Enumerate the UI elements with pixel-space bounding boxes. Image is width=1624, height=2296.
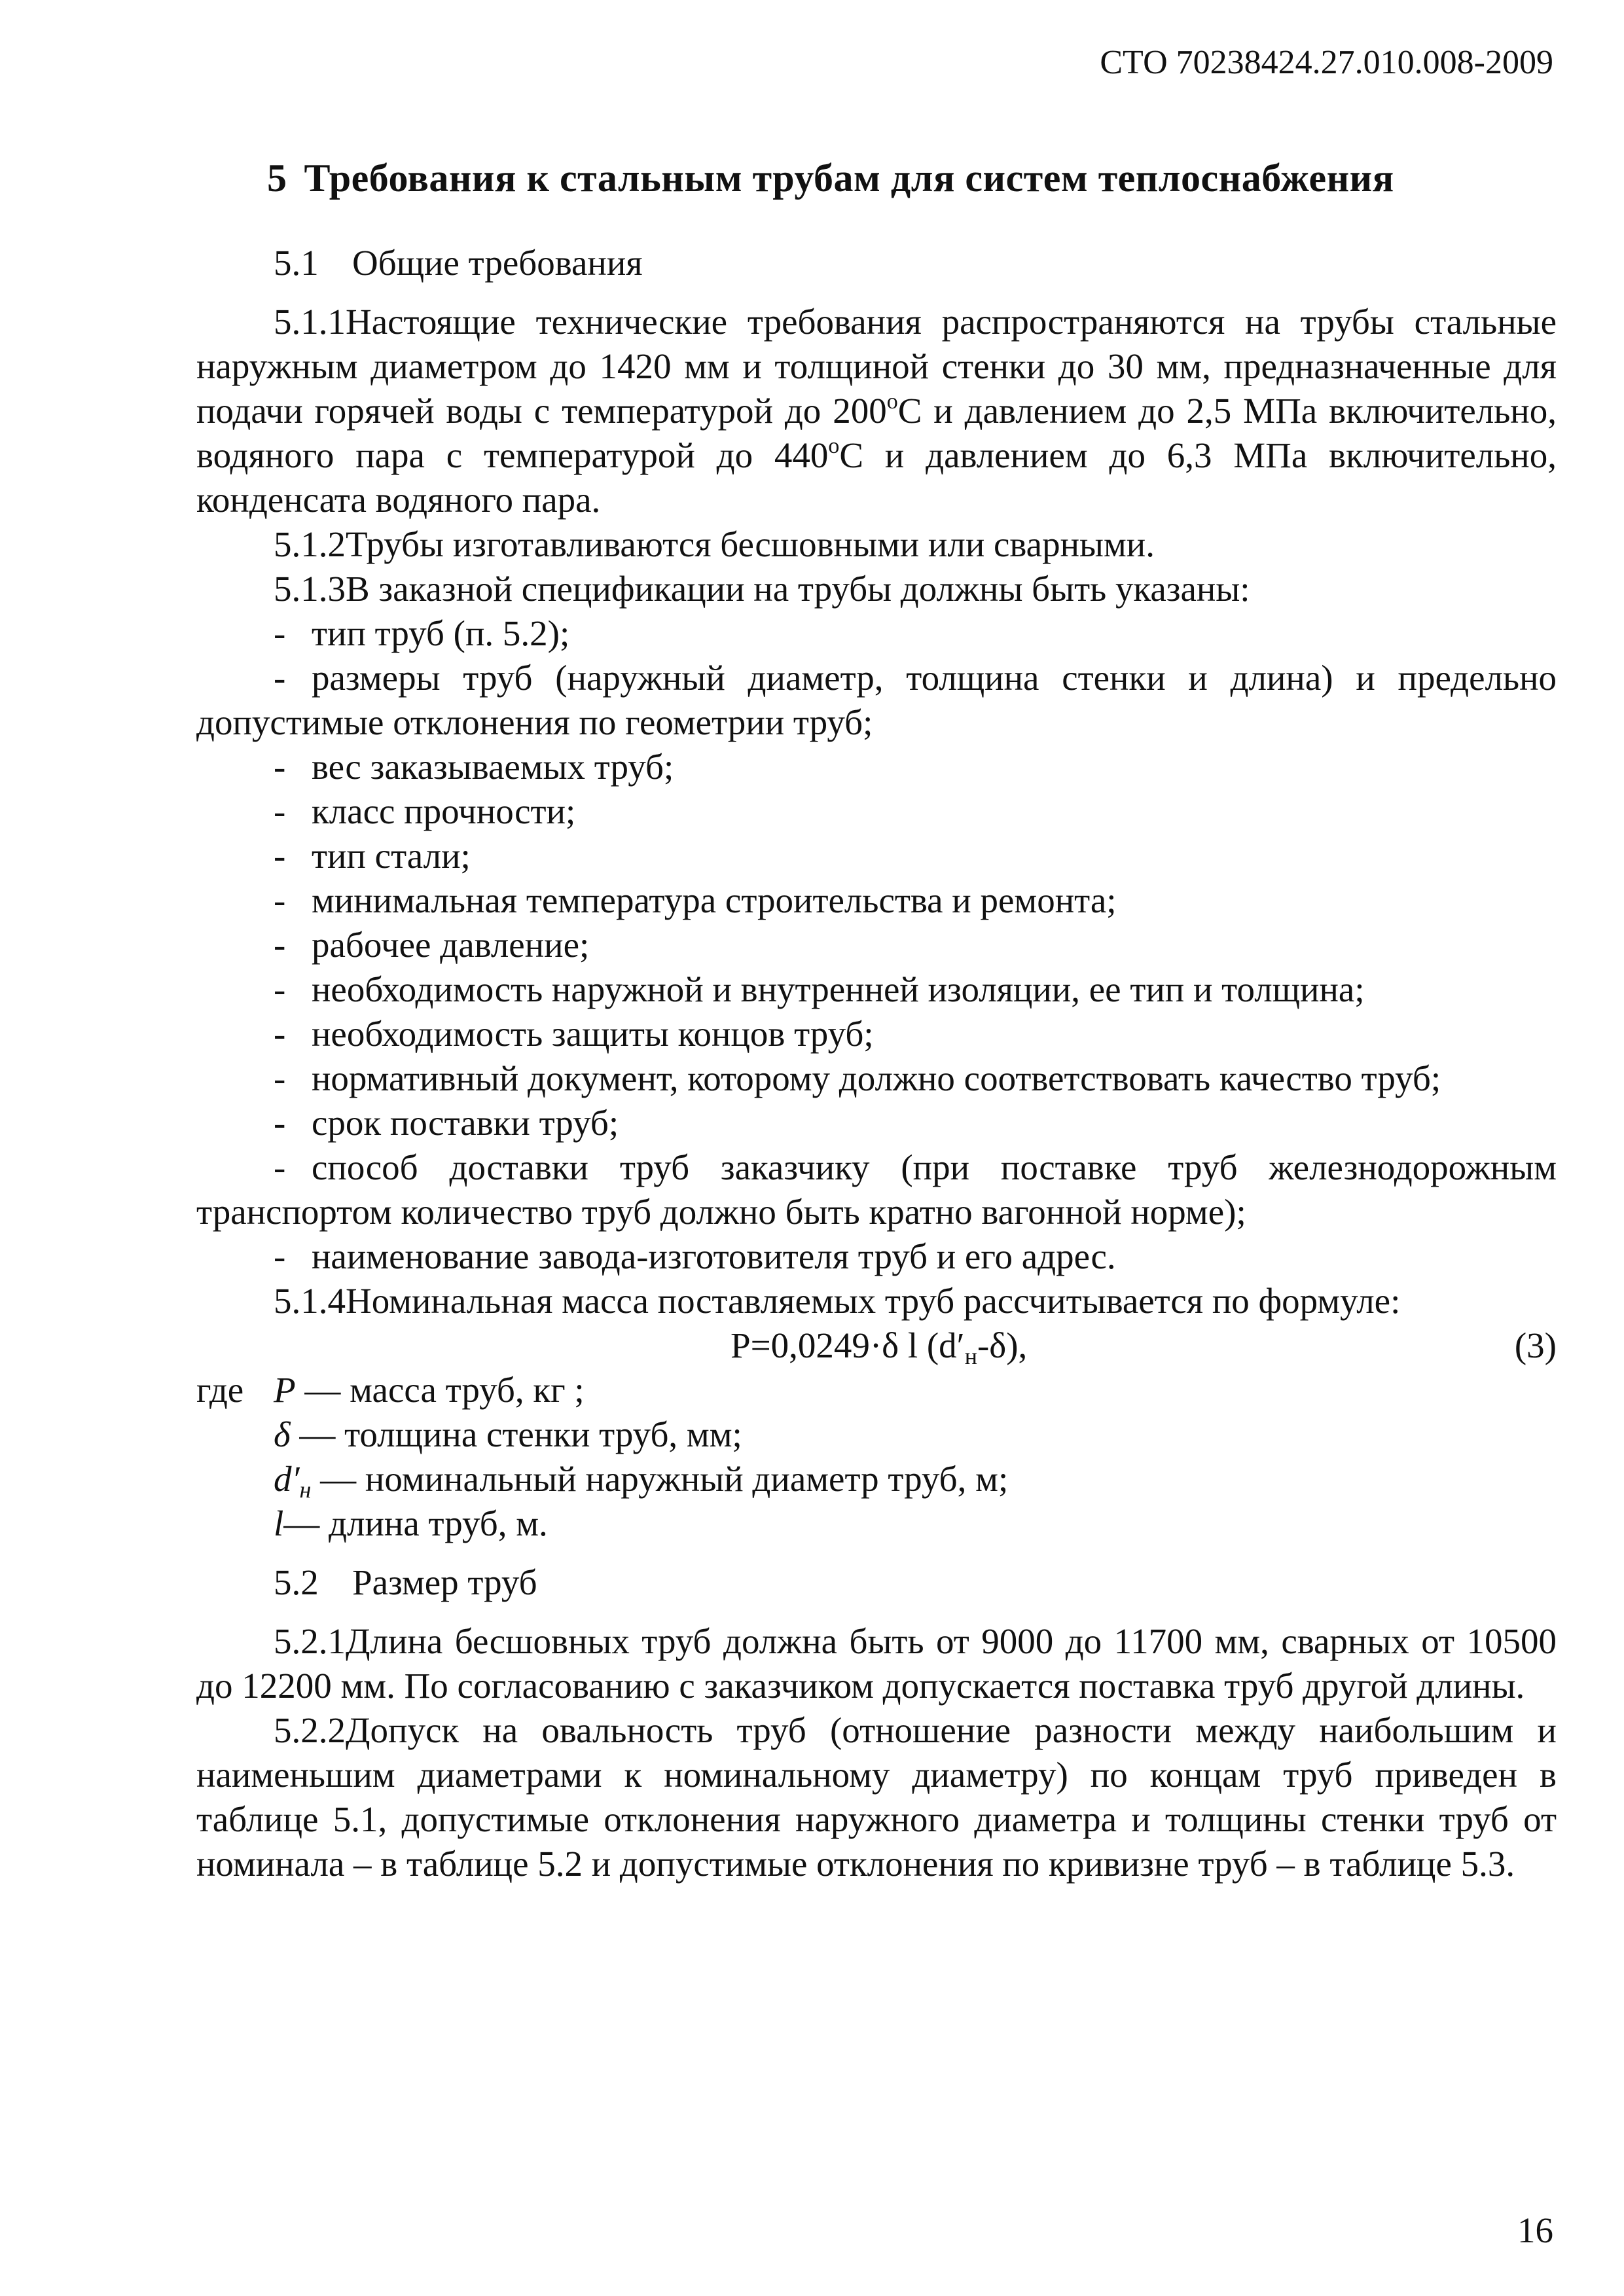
list-dash: - (274, 747, 286, 787)
list-dash: - (274, 1058, 286, 1098)
list-item-text: класс прочности; (312, 791, 576, 831)
list-item (196, 789, 1557, 834)
list-item-text: необходимость наружной и внутренней изоляции, ее тип и толщина; (312, 969, 1365, 1009)
list-dash: - (274, 1236, 286, 1276)
subsection-number: 5.2 (274, 1562, 319, 1602)
list-item-text: тип труб (п. 5.2); (312, 613, 570, 653)
formula-row (196, 1323, 1557, 1368)
definition-row (196, 1412, 1557, 1457)
paragraph-5-2-2: 5.2.2Допуск на овальность труб (отношение разности между наибольшим и наименьшим диаметрами к номинальному диаметру) по концам труб приведен в таблице 5.1, допустимые отклонения наружного диаметра и толщины стенки труб от номинала – в таблице 5.2 и допустимые отклонения по кривизне труб – в таблице 5.3. (196, 1710, 1557, 1884)
formula (731, 1323, 1027, 1368)
list-dash: - (274, 1103, 286, 1143)
definition-symbol: l (274, 1503, 284, 1543)
formula-rhs: -δ), (977, 1325, 1028, 1365)
list-item-text: рабочее давление; (312, 925, 590, 965)
definition-subscript-text: н (299, 1477, 312, 1503)
spec-list (196, 611, 1557, 1279)
paragraph-text: С и давлением до 6,3 МПа включительно, конденсата водяного пара. (196, 435, 1557, 520)
definition-symbol: d′ (274, 1459, 300, 1499)
list-dash: - (274, 1147, 286, 1187)
definition-row (196, 1501, 1557, 1546)
list-item (196, 1101, 1557, 1145)
page-number: 16 (1517, 2210, 1553, 2250)
list-dash: - (274, 969, 286, 1009)
list-item (196, 656, 1557, 745)
list-item-text: способ доставки труб заказчику (при поставке труб железнодорожным транспортом количество труб должно быть кратно вагонной норме); (196, 1147, 1557, 1232)
section-title-text: Требования к стальным трубам для систем теплоснабжения (304, 156, 1394, 200)
definition-row (196, 1368, 1557, 1412)
paragraph-5-2-1: 5.2.1Длина бесшовных труб должна быть от 9000 до 11700 мм, сварных от 10500 до 12200 мм. По согласованию с заказчиком допускается поставка труб другой длины. (196, 1621, 1557, 1706)
section-number: 5 (267, 156, 287, 200)
document-code: СТО 70238424.27.010.008-2009 (1100, 44, 1553, 81)
paragraph-5-1-2: 5.1.2Трубы изготавливаются бесшовными или сварными. (274, 524, 1155, 564)
subsection-number: 5.1 (274, 243, 319, 283)
list-item-text: тип стали; (312, 836, 471, 876)
list-item (196, 1056, 1557, 1101)
section-title (0, 154, 1624, 202)
definition (274, 1368, 585, 1412)
formula-subscript: н (964, 1343, 977, 1369)
list-dash: - (274, 658, 286, 698)
list-dash: - (274, 791, 286, 831)
definition-text: — масса труб, кг ; (295, 1370, 585, 1410)
definition-text: — номинальный наружный диаметр труб, м; (311, 1459, 1009, 1499)
subsection-title: Общие требования (352, 243, 643, 283)
definition-symbol: P (274, 1370, 296, 1410)
formula-lhs: P=0,0249·δ l (d′ (731, 1325, 965, 1365)
paragraph-5-1-4: 5.1.4Номинальная масса поставляемых труб рассчитывается по формуле: (274, 1281, 1401, 1321)
list-dash: - (274, 1014, 286, 1054)
definition-text: — длина труб, м. (283, 1503, 548, 1543)
list-item (196, 1145, 1557, 1234)
paragraph-text: С и давлением до 2,5 МПа включительно, водяного пара с температурой до 440 (196, 391, 1557, 475)
definition-subscript (300, 1477, 312, 1503)
paragraph-5-1-1 (196, 300, 1557, 522)
definition-symbol: δ (274, 1414, 291, 1454)
list-dash: - (274, 613, 286, 653)
paragraph-5-1-3: 5.1.3В заказной спецификации на трубы должны быть указаны: (274, 569, 1250, 609)
list-item-text: срок поставки труб; (312, 1103, 619, 1143)
list-item-text: необходимость защиты концов труб; (312, 1014, 874, 1054)
list-dash: - (274, 836, 286, 876)
list-item (196, 834, 1557, 878)
list-item-text: наименование завода-изготовителя труб и его адрес. (312, 1236, 1116, 1276)
definition-text: — толщина стенки труб, мм; (290, 1414, 742, 1454)
list-item-text: минимальная температура строительства и ремонта; (312, 880, 1117, 920)
degree-mark: о (828, 434, 840, 458)
list-dash: - (274, 925, 286, 965)
list-item (196, 923, 1557, 967)
subsection-heading-5-2 (196, 1560, 1557, 1605)
where-label: где (196, 1370, 244, 1410)
list-item (196, 967, 1557, 1012)
list-item-text: вес заказываемых труб; (312, 747, 674, 787)
list-item (196, 878, 1557, 923)
list-dash: - (274, 880, 286, 920)
list-item-text: размеры труб (наружный диаметр, толщина стенки и длина) и предельно допустимые отклонения по геометрии труб; (196, 658, 1557, 742)
degree-mark: о (886, 389, 898, 414)
list-item (196, 1012, 1557, 1056)
list-item (196, 745, 1557, 789)
paragraph-text: 5.1.1Настоящие технические требования распространяются на трубы стальные наружным диаметром до 1420 мм и толщиной стенки до 30 мм, предназначенные для подачи горячей воды с температурой до 200 (196, 302, 1557, 431)
subsection-heading-5-1 (196, 241, 1557, 285)
subsection-title: Размер труб (352, 1562, 537, 1602)
list-item (196, 1234, 1557, 1279)
equation-number: (3) (1514, 1325, 1557, 1365)
list-item (196, 611, 1557, 656)
page-body (196, 241, 1557, 1886)
definition-row (196, 1457, 1557, 1501)
list-item-text: нормативный документ, которому должно соответствовать качество труб; (312, 1058, 1441, 1098)
